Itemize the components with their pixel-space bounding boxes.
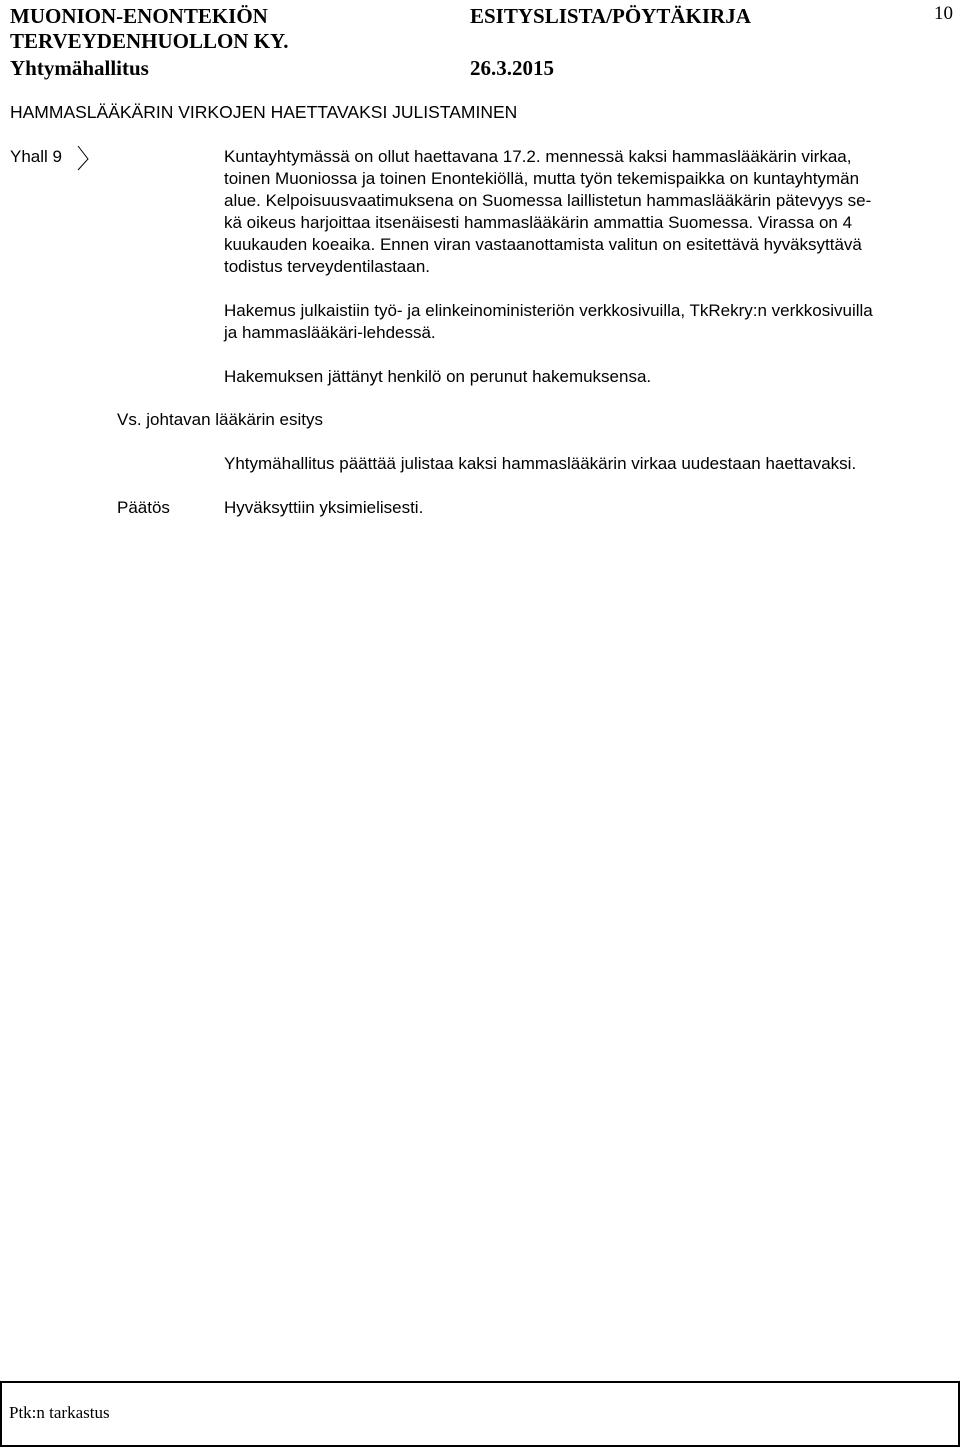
item-description-line: kuukauden koeaika. Ennen viran vastaanottamista valitun on esitettävä hyväksyttävä <box>224 235 862 254</box>
proposal-label: Vs. johtavan lääkärin esitys <box>117 410 323 429</box>
withdrawal-paragraph <box>224 366 954 388</box>
withdrawal-text: Hakemuksen jättänyt henkilö on perunut hakemuksensa. <box>224 367 652 386</box>
section-mark-icon <box>76 145 90 171</box>
governing-body: Yhtymähallitus <box>10 56 149 80</box>
item-description-line: todistus terveydentilastaan. <box>224 257 431 276</box>
item-description-line: Kuntayhtymässä on ollut haettavana 17.2. mennessä kaksi hammaslääkärin virkaa, <box>224 147 852 166</box>
proposal-text: Yhtymähallitus päättää julistaa kaksi hammaslääkärin virkaa uudestaan haettavaksi. <box>224 454 857 473</box>
organization-name-line1: MUONION-ENONTEKIÖN <box>10 4 268 28</box>
minutes-review-label: Ptk:n tarkastus <box>9 1403 110 1422</box>
meeting-date: 26.3.2015 <box>470 56 554 80</box>
page-number: 10 <box>934 3 953 24</box>
document-type: ESITYSLISTA/PÖYTÄKIRJA <box>470 4 751 28</box>
publication-line: Hakemus julkaistiin työ- ja elinkeinoministeriön verkkosivuilla, TkRekry:n verkkosivuilla <box>224 301 873 320</box>
organization-name-line2: TERVEYDENHUOLLON KY. <box>10 29 289 53</box>
item-description-line: alue. Kelpoisuusvaatimuksena on Suomessa laillistetun hammaslääkärin pätevyys se- <box>224 191 872 210</box>
section-title: HAMMASLÄÄKÄRIN VIRKOJEN HAETTAVAKSI JULISTAMINEN <box>10 102 518 122</box>
item-label: Yhall 9 <box>10 147 62 166</box>
item-description-line: kä oikeus harjoittaa itsenäisesti hammaslääkärin ammattia Suomessa. Virassa on 4 <box>224 213 853 232</box>
decision-paragraph <box>224 497 954 519</box>
footer-box <box>0 1381 960 1447</box>
publication-line: ja hammaslääkäri-lehdessä. <box>224 323 436 342</box>
item-description <box>224 146 954 278</box>
decision-label: Päätös <box>117 498 170 517</box>
item-description-line: toinen Muoniossa ja toinen Enontekiöllä, mutta työn tekemispaikka on kuntayhtymän <box>224 169 860 188</box>
proposal-paragraph <box>224 453 954 475</box>
publication-paragraph <box>224 300 954 344</box>
decision-text: Hyväksyttiin yksimielisesti. <box>224 498 424 517</box>
